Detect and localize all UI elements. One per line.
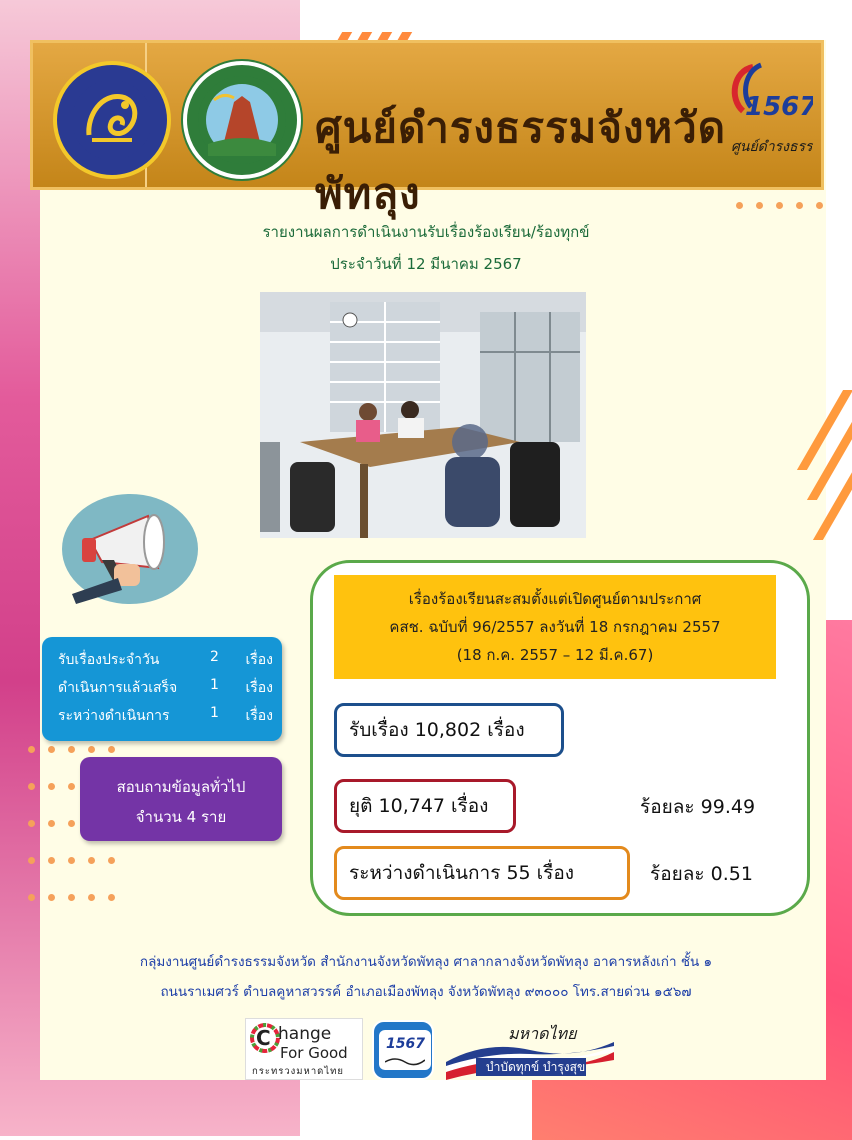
megaphone-circle: [62, 494, 198, 604]
decor-dot: [28, 894, 35, 901]
mahadthai-motto-badge: [446, 1020, 614, 1082]
daily-row-completed: [58, 677, 273, 699]
decor-dot: [28, 820, 35, 827]
office-meeting-photo: [260, 292, 586, 538]
motto-signature: มหาดไทย: [508, 1024, 577, 1043]
decor-dot: [108, 857, 115, 864]
footer-address-line-1: กลุ่มงานศูนย์ดำรงธรรมจังหวัด สำนักงานจังหวัดพัทลุง ศาลากลางจังหวัดพัทลุง อาคารหลังเก่า ชั้น ๑: [139, 954, 713, 970]
phatthalung-province-seal-icon: [183, 61, 301, 179]
hotline-1567-app-icon: [372, 1020, 434, 1080]
interior-ministry-seal-icon: [53, 61, 171, 179]
daily-count: 1: [210, 705, 219, 721]
decor-dot: [68, 894, 75, 901]
decor-dot: [88, 746, 95, 753]
decor-dot: [68, 820, 75, 827]
in-progress-total: ระหว่างดำเนินการ 55 เรื่อง: [349, 862, 575, 884]
change-for-good-badge: [245, 1018, 363, 1080]
logo-caption: ศูนย์ดำรงธรรม: [731, 139, 813, 155]
report-date: ประจำวันที่ 12 มีนาคม 2567: [330, 255, 522, 273]
summary-heading-1: เรื่องร้องเรียนสะสมตั้งแต่เปิดศูนย์ตามประกาศ: [408, 590, 702, 608]
decor-dot: [28, 783, 35, 790]
decor-dot: [48, 746, 55, 753]
decor-dot: [88, 857, 95, 864]
hotline-small-text: 1567: [386, 1036, 425, 1052]
daily-unit: เรื่อง: [245, 680, 273, 696]
footer-address-line-2: ถนนราเมศวร์ ตำบลคูหาสวรรค์ อำเภอเมืองพัทลุง จังหวัดพัทลุง ๙๓๐๐๐ โทร.สายด่วน ๑๕๖๗: [160, 984, 692, 1000]
daily-unit: เรื่อง: [245, 708, 273, 724]
received-total-box: [334, 703, 564, 757]
logo-1567-text: 1567: [745, 92, 813, 122]
daily-label: ดำเนินการแล้วเสร็จ: [58, 680, 178, 696]
daily-unit: เรื่อง: [245, 652, 273, 668]
daily-label: รับเรื่องประจำวัน: [58, 652, 160, 668]
decor-dot: [68, 857, 75, 864]
decor-dot: [48, 894, 55, 901]
header-title: ศูนย์ดำรงธรรมจังหวัดพัทลุง: [315, 103, 727, 218]
resolved-total-box: [334, 779, 516, 833]
decor-dot: [108, 746, 115, 753]
decor-dot: [108, 894, 115, 901]
cumulative-summary-heading: [334, 575, 776, 679]
in-progress-percent: ร้อยละ 0.51: [650, 863, 753, 885]
ministry-name: กระทรวงมหาดไทย: [252, 1066, 344, 1077]
daily-count: 1: [210, 677, 219, 693]
header-banner: [30, 40, 824, 218]
resolved-percent: ร้อยละ 99.49: [640, 796, 756, 818]
inquiry-line-1: สอบถามข้อมูลทั่วไป: [116, 778, 246, 796]
general-inquiry-box: [80, 757, 282, 841]
daily-count: 2: [210, 649, 219, 665]
megaphone-icon: [62, 494, 198, 604]
daily-row-in-progress: [58, 705, 273, 727]
change-word: hange: [278, 1024, 332, 1044]
report-title: รายงานผลการดำเนินงานรับเรื่องร้องเรียน/ร้องทุกข์: [262, 223, 590, 241]
decor-dot: [28, 746, 35, 753]
decor-dot: [68, 746, 75, 753]
received-total: รับเรื่อง 10,802 เรื่อง: [349, 719, 525, 741]
resolved-total: ยุติ 10,747 เรื่อง: [349, 795, 489, 817]
decor-dot: [48, 857, 55, 864]
motto-text: บำบัดทุกข์ บำรุงสุข: [486, 1060, 586, 1074]
summary-heading-2: คสช. ฉบับที่ 96/2557 ลงวันที่ 18 กรกฎาคม 2557: [389, 618, 721, 636]
signature-scribble-icon: [385, 1056, 425, 1066]
decor-dot: [48, 820, 55, 827]
change-c: C: [256, 1026, 271, 1050]
decor-dot: [48, 783, 55, 790]
daily-stats-box: [42, 637, 282, 741]
decor-dot: [88, 894, 95, 901]
decor-dot: [68, 783, 75, 790]
for-good-word: For Good: [280, 1044, 348, 1062]
in-progress-total-box: [334, 846, 630, 900]
summary-heading-3: (18 ก.ค. 2557 – 12 มี.ค.67): [456, 646, 654, 664]
decor-dot: [28, 857, 35, 864]
daily-label: ระหว่างดำเนินการ: [58, 708, 170, 724]
inquiry-line-2: จำนวน 4 ราย: [135, 808, 227, 826]
daily-row-received: [58, 649, 273, 671]
damrongdhama-1567-logo: [723, 59, 813, 169]
